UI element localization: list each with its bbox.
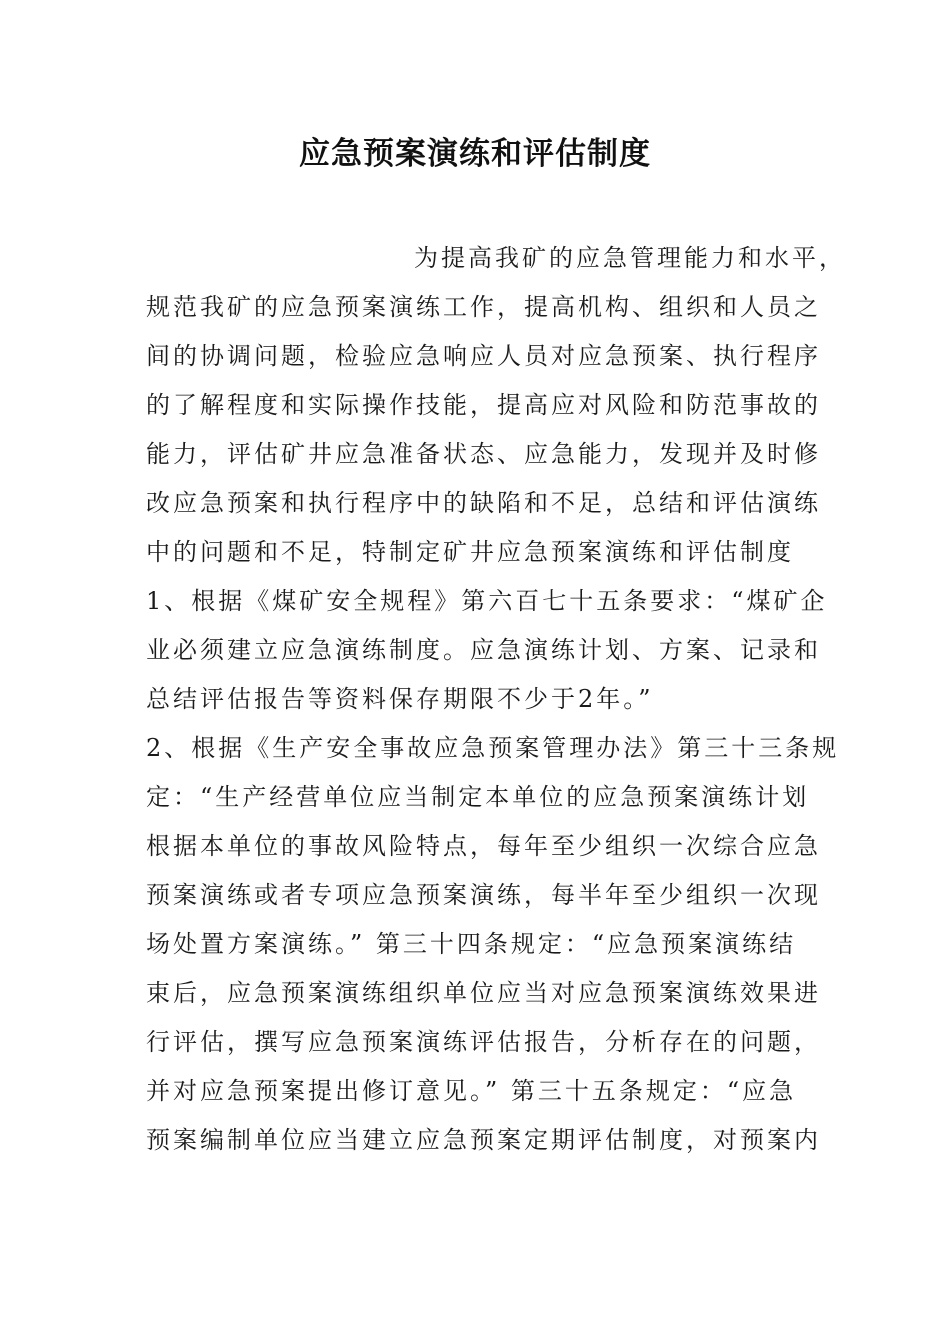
document-title: 应急预案演练和评估制度: [299, 136, 651, 172]
paragraph-line: 根据本单位的事故风险特点，每年至少组织一次综合应急: [146, 832, 821, 860]
document-body: [146, 234, 846, 1165]
paragraph-line: 预案演练或者专项应急预案演练，每半年至少组织一次现: [146, 881, 821, 909]
paragraph-line: 为提高我矿的应急管理能力和水平，: [414, 244, 846, 272]
paragraph-line: 行评估，撰写应急预案演练评估报告，分析存在的问题，: [146, 1028, 821, 1056]
paragraph-line: 中的问题和不足，特制定矿井应急预案演练和评估制度: [146, 538, 794, 566]
paragraph-line: 能力，评估矿井应急准备状态、应急能力，发现并及时修: [146, 440, 821, 468]
paragraph-line: 并对应急预案提出修订意见。” 第三十五条规定：“应急: [146, 1077, 797, 1105]
paragraph-line: 2、根据《生产安全事故应急预案管理办法》第三十三条规: [146, 734, 840, 762]
paragraph-line: 业必须建立应急演练制度。应急演练计划、方案、记录和: [146, 636, 821, 664]
paragraph-line: 规范我矿的应急预案演练工作，提高机构、组织和人员之: [146, 293, 821, 321]
paragraph-line: 定：“生产经营单位应当制定本单位的应急预案演练计划: [146, 783, 810, 811]
paragraph-line: 1、根据《煤矿安全规程》第六百七十五条要求：“煤矿企: [146, 587, 828, 615]
paragraph-line: 束后，应急预案演练组织单位应当对应急预案演练效果进: [146, 979, 821, 1007]
paragraph-line: 间的协调问题，检验应急响应人员对应急预案、执行程序: [146, 342, 821, 370]
paragraph-line: 预案编制单位应当建立应急预案定期评估制度，对预案内: [146, 1126, 821, 1154]
paragraph-line: 改应急预案和执行程序中的缺陷和不足，总结和评估演练: [146, 489, 821, 517]
paragraph-line: 的了解程度和实际操作技能，提高应对风险和防范事故的: [146, 391, 821, 419]
paragraph-line: 场处置方案演练。” 第三十四条规定：“应急预案演练结: [146, 930, 797, 958]
paragraph-line: 总结评估报告等资料保存期限不少于2年。”: [146, 685, 654, 713]
